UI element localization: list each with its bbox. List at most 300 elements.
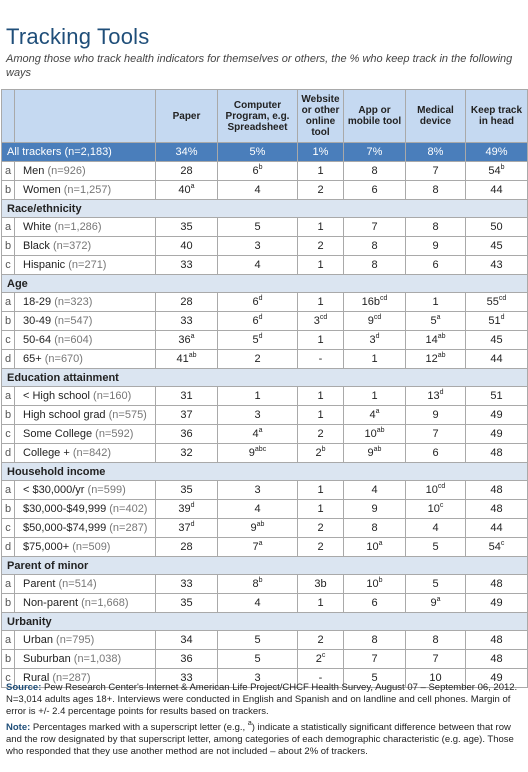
row-letter: b	[2, 594, 15, 613]
significance-superscript: d	[258, 333, 263, 340]
value-cell	[344, 444, 406, 463]
cell-value: 3	[254, 240, 261, 252]
row-label-cell	[15, 181, 156, 200]
value-cell	[156, 500, 218, 519]
row-letter: a	[2, 631, 15, 650]
cell-value: 5	[252, 334, 259, 346]
value-cell	[344, 256, 406, 275]
all-trackers-value: 5%	[218, 143, 298, 162]
significance-superscript: b	[500, 164, 505, 171]
cell-value: 7	[252, 541, 259, 553]
value-cell	[466, 406, 528, 425]
row-label: Black	[23, 240, 50, 252]
section-title: Parent of minor	[2, 557, 528, 575]
value-cell	[156, 594, 218, 613]
significance-superscript: a	[190, 333, 195, 340]
row-label-cell	[15, 575, 156, 594]
value-cell	[466, 519, 528, 538]
value-cell	[298, 538, 344, 557]
section-title: Urbanity	[2, 613, 528, 631]
cell-value: 8	[371, 522, 378, 534]
row-letter: c	[2, 256, 15, 275]
value-cell	[298, 444, 344, 463]
table-row	[2, 519, 528, 538]
cell-value: 8	[371, 259, 378, 271]
value-cell	[344, 631, 406, 650]
cell-value: 4	[254, 503, 261, 515]
section-title: Race/ethnicity	[2, 200, 528, 218]
value-cell	[344, 387, 406, 406]
value-cell	[218, 237, 298, 256]
cell-value: 43	[490, 259, 503, 271]
significance-superscript: cd	[437, 483, 446, 490]
value-cell	[406, 293, 466, 312]
cell-value: 36	[180, 653, 193, 665]
cell-value: 45	[490, 240, 503, 252]
cell-value: 9	[367, 447, 374, 459]
value-cell	[344, 293, 406, 312]
section-title: Education attainment	[2, 369, 528, 387]
value-cell	[156, 406, 218, 425]
column-header: Medical device	[406, 90, 466, 143]
row-sample-size: (n=926)	[47, 165, 86, 177]
significance-superscript: a	[378, 540, 383, 547]
row-label: College +	[23, 447, 70, 459]
value-cell	[298, 425, 344, 444]
value-cell	[466, 425, 528, 444]
row-label: Suburban	[23, 653, 71, 665]
cell-value: 1	[254, 390, 261, 402]
cell-value: 39	[178, 503, 191, 515]
row-sample-size: (n=547)	[54, 315, 93, 327]
row-sample-size: (n=1,257)	[63, 184, 112, 196]
cell-value: 40	[178, 184, 191, 196]
cell-value: 40	[180, 240, 193, 252]
row-label-cell	[15, 406, 156, 425]
value-cell	[344, 519, 406, 538]
value-cell	[344, 237, 406, 256]
cell-value: 34	[180, 634, 193, 646]
value-cell	[466, 444, 528, 463]
cell-value: 7	[432, 428, 439, 440]
cell-value: 2	[317, 184, 324, 196]
value-cell	[344, 331, 406, 350]
value-cell	[344, 538, 406, 557]
row-letter: c	[2, 519, 15, 538]
all-trackers-value: 49%	[466, 143, 528, 162]
row-label-cell	[15, 312, 156, 331]
note-label: Note:	[6, 722, 31, 733]
cell-value: 37	[180, 409, 193, 421]
all-trackers-row	[2, 143, 528, 162]
cell-value: 13	[427, 390, 440, 402]
row-label: $30,000-$49,999	[23, 503, 107, 515]
row-sample-size: (n=287)	[109, 522, 148, 534]
value-cell	[406, 594, 466, 613]
all-trackers-value: 7%	[344, 143, 406, 162]
value-cell	[466, 331, 528, 350]
value-cell	[218, 631, 298, 650]
value-cell	[344, 312, 406, 331]
section-header-row	[2, 200, 528, 218]
value-cell	[218, 500, 298, 519]
cell-value: 10	[425, 484, 438, 496]
value-cell	[344, 181, 406, 200]
value-cell	[298, 237, 344, 256]
row-label: 30-49	[23, 315, 52, 327]
value-cell	[156, 293, 218, 312]
value-cell	[298, 387, 344, 406]
value-cell	[406, 575, 466, 594]
significance-note	[6, 722, 524, 758]
table-row	[2, 387, 528, 406]
value-cell	[156, 444, 218, 463]
cell-value: 3	[254, 484, 261, 496]
row-sample-size: (n=842)	[72, 447, 112, 459]
value-cell	[156, 237, 218, 256]
row-letter: d	[2, 538, 15, 557]
cell-value: 10	[366, 578, 379, 590]
source-text: Pew Research Center's Internet & American Life Project/CHCF Health Survey, August 07 – September 06, 2012. N=3,014 adults ages 18+. Interviews were conducted in English and Spanish and on landline and cell phones. Margin of error is +/- 2.4 percentage points for results based on trackers.	[6, 682, 518, 717]
row-sample-size: (n=592)	[95, 428, 134, 440]
table-row	[2, 631, 528, 650]
value-cell	[156, 181, 218, 200]
row-sample-size: (n=402)	[109, 503, 148, 515]
row-label-cell	[15, 519, 156, 538]
value-cell	[218, 538, 298, 557]
cell-value: 32	[180, 447, 193, 459]
significance-superscript: d	[500, 314, 505, 321]
row-label-cell	[15, 237, 156, 256]
cell-value: 31	[180, 390, 193, 402]
all-trackers-value: 8%	[406, 143, 466, 162]
cell-value: 6	[252, 165, 259, 177]
row-letter: a	[2, 575, 15, 594]
significance-superscript: ab	[256, 521, 265, 528]
value-cell	[298, 331, 344, 350]
value-cell	[466, 312, 528, 331]
value-cell	[406, 256, 466, 275]
note-sup: a	[247, 720, 252, 727]
cell-value: 5	[254, 653, 261, 665]
value-cell	[298, 162, 344, 181]
significance-superscript: ab	[188, 352, 197, 359]
value-cell	[298, 481, 344, 500]
column-header: Paper	[156, 90, 218, 143]
value-cell	[298, 218, 344, 237]
value-cell	[344, 350, 406, 369]
table-row	[2, 293, 528, 312]
value-cell	[466, 350, 528, 369]
cell-value: 2	[315, 653, 322, 665]
value-cell	[466, 218, 528, 237]
cell-value: 9	[432, 409, 439, 421]
cell-value: 9	[430, 597, 437, 609]
value-cell	[406, 162, 466, 181]
row-letter: a	[2, 293, 15, 312]
value-cell	[218, 331, 298, 350]
cell-value: 9	[432, 240, 439, 252]
value-cell	[156, 575, 218, 594]
column-header: Computer Program, e.g. Spreadsheet	[218, 90, 298, 143]
row-sample-size: (n=160)	[93, 390, 132, 402]
note-text-1: Percentages marked with a superscript letter (e.g.,	[32, 722, 248, 733]
row-label: 65+	[23, 353, 42, 365]
value-cell	[218, 181, 298, 200]
table-row	[2, 312, 528, 331]
cell-value: 10	[366, 541, 379, 553]
cell-value: 4	[254, 597, 261, 609]
value-cell	[156, 256, 218, 275]
value-cell	[156, 650, 218, 669]
value-cell	[406, 406, 466, 425]
value-cell	[298, 575, 344, 594]
row-label: Urban	[23, 634, 53, 646]
cell-value: 36	[180, 428, 193, 440]
cell-value: 5	[254, 221, 261, 233]
value-cell	[344, 406, 406, 425]
value-cell	[406, 631, 466, 650]
significance-superscript: abc	[254, 446, 267, 453]
row-label-cell	[15, 481, 156, 500]
cell-value: 1	[317, 296, 324, 308]
significance-superscript: cd	[379, 295, 388, 302]
significance-superscript: b	[321, 446, 326, 453]
cell-value: 45	[490, 334, 503, 346]
all-trackers-value: 1%	[298, 143, 344, 162]
cell-value: 35	[180, 597, 193, 609]
value-cell	[218, 162, 298, 181]
value-cell	[298, 256, 344, 275]
value-cell	[344, 575, 406, 594]
cell-value: 2	[317, 240, 324, 252]
cell-value: 33	[180, 578, 193, 590]
table-row	[2, 256, 528, 275]
cell-value: 33	[180, 672, 193, 684]
cell-value: 9	[248, 447, 255, 459]
row-letter: c	[2, 331, 15, 350]
cell-value: 49	[490, 597, 503, 609]
cell-value: 1	[317, 484, 324, 496]
table-row	[2, 481, 528, 500]
cell-value: 3	[254, 672, 261, 684]
value-cell	[298, 350, 344, 369]
cell-value: 3	[254, 409, 261, 421]
cell-value: 44	[490, 522, 503, 534]
value-cell	[344, 162, 406, 181]
cell-value: 4	[254, 184, 261, 196]
table-row	[2, 575, 528, 594]
tracking-tools-table	[1, 89, 528, 688]
row-sample-size: (n=323)	[54, 296, 93, 308]
row-sample-size: (n=287)	[52, 672, 91, 684]
row-sample-size: (n=795)	[56, 634, 95, 646]
row-letter: d	[2, 350, 15, 369]
cell-value: 1	[317, 390, 324, 402]
row-letter: a	[2, 218, 15, 237]
row-label-cell	[15, 594, 156, 613]
value-cell	[156, 331, 218, 350]
cell-value: 1	[317, 597, 324, 609]
table-row	[2, 650, 528, 669]
cell-value: 1	[317, 409, 324, 421]
row-letter: c	[2, 669, 15, 688]
section-title: Age	[2, 275, 528, 293]
header-label-cell	[15, 90, 156, 143]
section-header-row	[2, 275, 528, 293]
value-cell	[466, 594, 528, 613]
row-label: $75,000+	[23, 541, 70, 553]
cell-value: 48	[490, 447, 503, 459]
cell-value: 8	[432, 634, 439, 646]
cell-value: 6	[371, 184, 378, 196]
significance-superscript: a	[436, 314, 441, 321]
value-cell	[344, 500, 406, 519]
page-title: Tracking Tools	[6, 24, 150, 49]
row-label: White	[23, 221, 52, 233]
cell-value: 28	[180, 165, 193, 177]
row-letter: d	[2, 444, 15, 463]
row-label-cell	[15, 218, 156, 237]
significance-superscript: d	[258, 314, 263, 321]
cell-value: 2	[254, 353, 261, 365]
value-cell	[218, 594, 298, 613]
cell-value: 8	[432, 221, 439, 233]
cell-value: 49	[490, 672, 503, 684]
cell-value: 28	[180, 541, 193, 553]
row-label-cell	[15, 256, 156, 275]
value-cell	[406, 538, 466, 557]
value-cell	[406, 331, 466, 350]
row-label-cell	[15, 650, 156, 669]
row-label-cell	[15, 500, 156, 519]
row-label: $50,000-$74,999	[23, 522, 107, 534]
value-cell	[406, 425, 466, 444]
cell-value: 1	[432, 296, 439, 308]
value-cell	[406, 650, 466, 669]
value-cell	[466, 481, 528, 500]
row-sample-size: (n=509)	[72, 541, 111, 553]
cell-value: 9	[250, 522, 257, 534]
cell-value: 6	[252, 315, 259, 327]
table-row	[2, 218, 528, 237]
row-label: 18-29	[23, 296, 52, 308]
row-label: Some College	[23, 428, 93, 440]
value-cell	[218, 387, 298, 406]
value-cell	[466, 538, 528, 557]
cell-value: 51	[490, 390, 503, 402]
cell-value: 2	[317, 541, 324, 553]
cell-value: 2	[317, 522, 324, 534]
significance-superscript: d	[190, 521, 195, 528]
row-letter: b	[2, 650, 15, 669]
cell-value: 1	[317, 259, 324, 271]
all-trackers-value: 34%	[156, 143, 218, 162]
value-cell	[344, 425, 406, 444]
value-cell	[156, 519, 218, 538]
section-header-row	[2, 463, 528, 481]
cell-value: 6	[432, 447, 439, 459]
cell-value: 1	[317, 334, 324, 346]
value-cell	[156, 218, 218, 237]
section-header-row	[2, 369, 528, 387]
value-cell	[344, 218, 406, 237]
cell-value: 4	[252, 428, 259, 440]
cell-value: 10	[364, 428, 377, 440]
value-cell	[218, 312, 298, 331]
value-cell	[406, 218, 466, 237]
row-label-cell	[15, 425, 156, 444]
value-cell	[218, 575, 298, 594]
row-letter: b	[2, 406, 15, 425]
value-cell	[466, 181, 528, 200]
value-cell	[466, 162, 528, 181]
value-cell	[156, 481, 218, 500]
page-subtitle: Among those who track health indicators for themselves or others, the % who keep track in the following ways	[6, 53, 513, 79]
table-row	[2, 406, 528, 425]
cell-value: 36	[178, 334, 191, 346]
row-letter: a	[2, 162, 15, 181]
row-label-cell	[15, 350, 156, 369]
column-header: Keep track in head	[466, 90, 528, 143]
cell-value: 6	[371, 597, 378, 609]
table-row	[2, 425, 528, 444]
value-cell	[298, 406, 344, 425]
cell-value: 6	[252, 296, 259, 308]
cell-value: 37	[178, 522, 191, 534]
value-cell	[218, 350, 298, 369]
cell-value: 48	[490, 634, 503, 646]
value-cell	[406, 350, 466, 369]
significance-superscript: b	[258, 164, 263, 171]
value-cell	[298, 650, 344, 669]
cell-value: 4	[369, 409, 376, 421]
significance-superscript: a	[375, 408, 380, 415]
row-letter: c	[2, 425, 15, 444]
cell-value: 33	[180, 315, 193, 327]
significance-superscript: b	[378, 577, 383, 584]
cell-value: 48	[490, 484, 503, 496]
significance-superscript: a	[436, 596, 441, 603]
value-cell	[218, 425, 298, 444]
significance-superscript: a	[258, 427, 263, 434]
value-cell	[466, 256, 528, 275]
significance-superscript: cd	[319, 314, 328, 321]
significance-superscript: cd	[498, 295, 507, 302]
cell-value: 2	[317, 634, 324, 646]
value-cell	[406, 237, 466, 256]
cell-value: 44	[490, 184, 503, 196]
value-cell	[298, 312, 344, 331]
table-row	[2, 181, 528, 200]
cell-value: 1	[317, 503, 324, 515]
cell-value: 16b	[361, 296, 380, 308]
header-letter-cell	[2, 90, 15, 143]
cell-value: 8	[371, 634, 378, 646]
cell-value: 3b	[314, 578, 327, 590]
value-cell	[218, 481, 298, 500]
cell-value: 7	[371, 653, 378, 665]
cell-value: 5	[430, 315, 437, 327]
row-label: Rural	[23, 672, 50, 684]
table-row	[2, 237, 528, 256]
value-cell	[406, 312, 466, 331]
value-cell	[156, 425, 218, 444]
table-row	[2, 162, 528, 181]
value-cell	[466, 631, 528, 650]
source-label: Source:	[6, 682, 42, 693]
cell-value: 12	[425, 353, 438, 365]
